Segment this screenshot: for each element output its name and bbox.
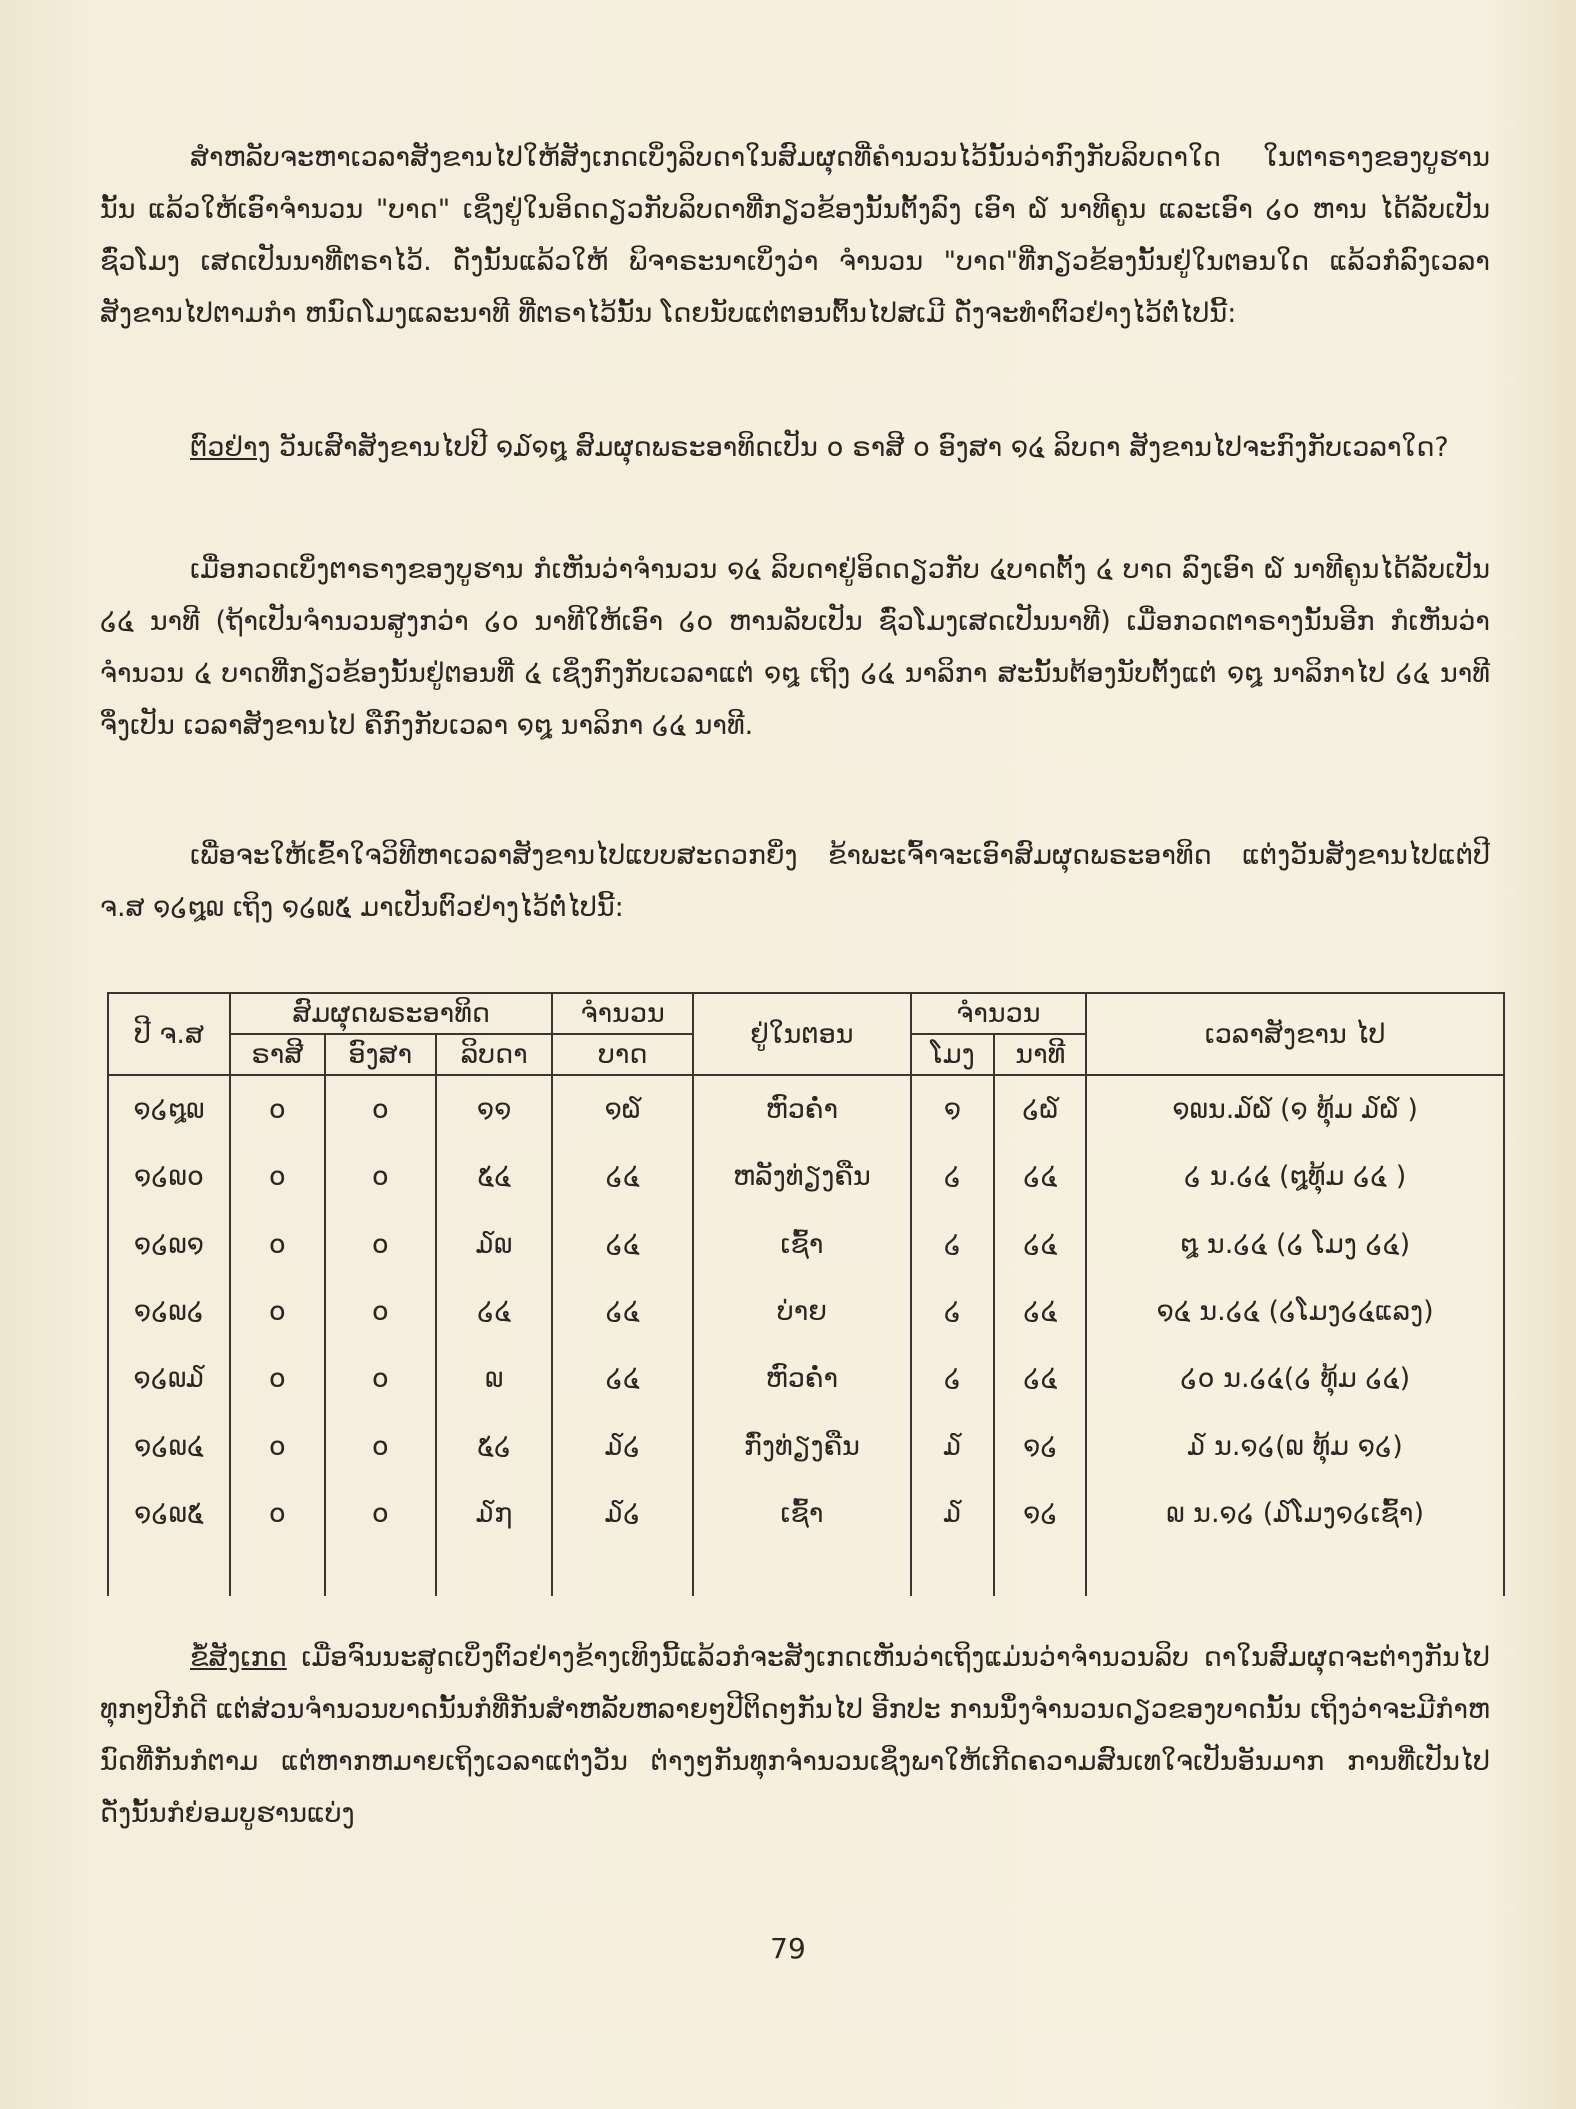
cell-year: ໑໒໙໔ (108, 1412, 230, 1479)
header-ongsa: ອົງສາ (325, 1034, 436, 1075)
cell-rasi: ໐ (230, 1345, 325, 1412)
header-bat: ບາດ (552, 1034, 693, 1075)
page-number: 79 (770, 1932, 806, 1965)
paragraph-observation (100, 1632, 1490, 1840)
cell-time: ໓ ນ.໑໒(໙ ທຸ້ມ ໑໒) (1086, 1412, 1504, 1479)
paragraph-example (100, 422, 1490, 474)
cell-libda: ໓໗ (436, 1480, 552, 1547)
cell-ongsa: ໐ (325, 1211, 436, 1278)
cell-minute: ໒໔ (994, 1211, 1086, 1278)
cell-year: ໑໒໙໕ (108, 1480, 230, 1547)
cell-bat: ໓໒ (552, 1412, 693, 1479)
observation-label: ຂໍ້ສັງເກດ (190, 1642, 287, 1673)
cell-hour: ໓ (911, 1412, 995, 1479)
cell-bat: ໒໔ (552, 1143, 693, 1210)
header-count: ຈຳນວນ (552, 993, 693, 1034)
cell-hour: ໒ (911, 1278, 995, 1345)
header-count2: ຈຳນວນ (911, 993, 1087, 1034)
cell-period: ເຊົ້າ (693, 1211, 911, 1278)
cell-time: ໑໙ນ.໓໖ (໑ ທຸ້ມ ໓໖ ) (1086, 1075, 1504, 1143)
cell-bat: ໒໔ (552, 1278, 693, 1345)
observation-text: ເມື່ອຈົນນະສູດເບິ່ງຕົວຢ່າງຂ້າງເທິງນີ້ແລ້ວກໍຈະສັງເກດເຫັນວ່າເຖິງແມ່ນວ່າຈຳນວນລິບ ດາໃນສົມຜຸດຈະຕ່າງກັນໄປທຸກໆປີກໍດີ ແຕ່ສ່ວນຈຳນວນບາດນັ້ນກໍທີ່ກັນສຳຫລັບຫລາຍໆປີຕິດໆກັນໄປ ອີກປະ ການນຶ່ງຈຳນວນດຽວຂອງບາດນັ້ນ ເຖິງວ່າຈະມີກຳຫນົດທີ່ກັນກໍຕາມ ແຕ່ຫາກຫມາຍເຖິງເວລາແຕ່ງວັນ ຕ່າງໆກັນທຸກຈຳນວນເຊິ່ງພາໃຫ້ເກີດຄວາມສົນເທໃຈເປັນອັນມາກ ການທີ່ເປັນໄປດັ່ງນັ້ນກໍຍ່ອມບູຮານແບ່ງ (100, 1642, 1490, 1829)
cell-time: ໘ ນ.໒໔ (໒ ໂມງ ໒໔) (1086, 1211, 1504, 1278)
example-text: ວັນເສົາສັງຂານໄປປີ ໑໓໑໘ ສົມຜຸດພຣະອາທິດເປັນ ໐ ຣາສີ ໐ ອົງສາ ໑໔ ລິບດາ ສັງຂານໄປຈະກົງກັບເວລາໃດ? (270, 432, 1449, 463)
cell-ongsa: ໐ (325, 1480, 436, 1547)
cell-hour: ໒ (911, 1345, 995, 1412)
cell-ongsa: ໐ (325, 1143, 436, 1210)
table-row (108, 1075, 1504, 1143)
cell-time: ໑໔ ນ.໒໔ (໒ໂມງ໒໔ແລງ) (1086, 1278, 1504, 1345)
cell-period: ຫົວຄ່ຳ (693, 1345, 911, 1412)
header-minute: ນາທີ (994, 1034, 1086, 1075)
paragraph-solution: ເມື່ອກວດເບິ່ງຕາຣາງຂອງບູຮານ ກໍເຫັນວ່າຈຳນວນ ໑໔ ລິບດາຢູ່ອິດດຽວກັບ ໔ບາດຕັ້ງ ໔ ບາດ ລົງເອົາ ໖ ນາທີຄູນໄດ້ລັບເປັນ ໒໔ ນາທີ (ຖ້າເປັນຈຳນວນສູງກວ່າ ໒໐ ນາທີໃຫ້ເອົາ ໒໐ ຫານລັບເປັນ ຊົ່ວໂມງເສດເປັນນາທີ) ເມື່ອກວດຕາຣາງນັ້ນອີກ ກໍເຫັນວ່າຈຳນວນ ໔ ບາດທີ່ກຽວຂ້ອງນັ້ນຢູ່ຕອນທີ່ ໔ ເຊິ່ງກົງກັບເວລາແຕ່ ໑໘ ເຖິງ ໒໔ ນາລິກາ ສະນັ້ນຕ້ອງນັບຕັ້ງແຕ່ ໑໘ ນາລິກາໄປ ໒໔ ນາທີ ຈຶ່ງເປັນ ເວລາສັງຂານໄປ ຄືກົງກັບເວລາ ໑໘ ນາລິກາ ໒໔ ນາທີ. (100, 554, 1499, 741)
header-hour: ໂມງ (911, 1034, 995, 1075)
cell-bat: ໒໔ (552, 1211, 693, 1278)
cell-period: ຫລັງທ່ຽງຄືນ (693, 1143, 911, 1210)
cell-bat: ໓໒ (552, 1480, 693, 1547)
header-libda: ລິບດາ (436, 1034, 552, 1075)
cell-hour: ໒ (911, 1143, 995, 1210)
cell-rasi: ໐ (230, 1278, 325, 1345)
cell-libda: ໒໔ (436, 1278, 552, 1345)
header-in-period: ຢູ່ໃນຕອນ (693, 993, 911, 1075)
cell-period: ເຊົ້າ (693, 1480, 911, 1547)
cell-year: ໑໒໘໙ (108, 1075, 230, 1143)
cell-bat: ໒໔ (552, 1345, 693, 1412)
cell-ongsa: ໐ (325, 1412, 436, 1479)
cell-minute: ໑໒ (994, 1412, 1086, 1479)
table-row (108, 1345, 1504, 1412)
header-time: ເວລາສັງຂານ ໄປ (1086, 993, 1504, 1075)
cell-libda: ໑໑ (436, 1075, 552, 1143)
cell-hour: ໓ (911, 1480, 995, 1547)
sangkhan-time-table (107, 992, 1505, 1596)
cell-period: ບ່າຍ (693, 1278, 911, 1345)
cell-minute: ໒໔ (994, 1345, 1086, 1412)
table-row (108, 1211, 1504, 1278)
cell-minute: ໒໖ (994, 1075, 1086, 1143)
cell-hour: ໒ (911, 1211, 995, 1278)
cell-minute: ໒໔ (994, 1278, 1086, 1345)
cell-libda: ໕໒ (436, 1412, 552, 1479)
table-row (108, 1278, 1504, 1345)
cell-period: ຫົວຄ່ຳ (693, 1075, 911, 1143)
cell-rasi: ໐ (230, 1211, 325, 1278)
cell-time: ໙ ນ.໑໒ (໓ໂມງ໑໒ເຊົ້າ) (1086, 1480, 1504, 1547)
header-year: ປີ ຈ.ສ (108, 993, 230, 1075)
cell-year: ໑໒໙໑ (108, 1211, 230, 1278)
cell-hour: ໑ (911, 1075, 995, 1143)
table-row (108, 1480, 1504, 1547)
header-sun-position: ສົມຜຸດພຣະອາທິດ (230, 993, 552, 1034)
cell-libda: ໙ (436, 1345, 552, 1412)
cell-time: ໒ ນ.໒໔ (໘ທຸ້ມ ໒໔ ) (1086, 1143, 1504, 1210)
cell-rasi: ໐ (230, 1075, 325, 1143)
cell-rasi: ໐ (230, 1143, 325, 1210)
paragraph-method: ສຳຫລັບຈະຫາເວລາສັງຂານໄປໃຫ້ສັງເກດເບິ່ງລິບດາໃນສົມຜຸດທີ່ຄຳນວນໄວ້ນັ້ນວ່າກົງກັບລິບດາໃດ ໃນຕາຣາງຂອງບູຮານນັ້ນ ແລ້ວໃຫ້ເອົາຈຳນວນ "ບາດ" ເຊິ່ງຢູ່ໃນອິດດຽວກັບລິບດາທີ່ກຽວຂ້ອງນັ້ນຕັ້ງລົງ ເອົາ ໖ ນາທີຄູນ ແລະເອົາ ໒໐ ຫານ ໄດ້ລັບເປັນຊົ່ວໂມງ ເສດເປັນນາທີ່ຕຣາໄວ້. ດັ່ງນັ້ນແລ້ວໃຫ້ ພິຈາຣະນາເບິ່ງວ່າ ຈຳນວນ "ບາດ"ທີ່ກຽວຂ້ອງນັ້ນຢູ່ໃນຕອນໃດ ແລ້ວກໍລົງເວລາສັງຂານໄປຕາມກຳ ຫນົດໂມງແລະນາທີ ທີ່ຕຣາໄວ້ນັ້ນ ໂດຍນັບແຕ່ຕອນຕົ້ນໄປສເມີ ດັ່ງຈະທຳຕົວຢ່າງໄວ້ຕໍ່ໄປນີ້: (100, 142, 1490, 329)
table-row (108, 1412, 1504, 1479)
cell-rasi: ໐ (230, 1480, 325, 1547)
header-rasi: ຣາສີ (230, 1034, 325, 1075)
table-spacer-row (108, 1547, 1504, 1596)
cell-libda: ໓໙ (436, 1211, 552, 1278)
cell-ongsa: ໐ (325, 1345, 436, 1412)
example-label: ຕົວຢ່າງ (190, 432, 271, 463)
cell-minute: ໒໔ (994, 1143, 1086, 1210)
cell-ongsa: ໐ (325, 1075, 436, 1143)
cell-bat: ໑໖ (552, 1075, 693, 1143)
cell-libda: ໕໔ (436, 1143, 552, 1210)
cell-period: ກົ່ງທ່ຽງຄືນ (693, 1412, 911, 1479)
cell-year: ໑໒໙໓ (108, 1345, 230, 1412)
cell-rasi: ໐ (230, 1412, 325, 1479)
paragraph-table-intro: ເພື່ອຈະໃຫ້ເຂົ້າໃຈວິທີຫາເວລາສັງຂານໄປແບບສະດວກຍິ່ງ ຂ້າພະເຈົ້າຈະເອົາສົມຜຸດພຣະອາທິດ ແຕ່ງວັນສັງຂານໄປແຕ່ປີ ຈ.ສ ໑໒໘໙ ເຖິງ ໑໒໙໕ ມາເປັນຕົວຢ່າງໄວ້ຕໍ່ໄປນີ້: (100, 840, 1499, 923)
table-row (108, 1143, 1504, 1210)
cell-year: ໑໒໙໒ (108, 1278, 230, 1345)
cell-ongsa: ໐ (325, 1278, 436, 1345)
cell-time: ໒໐ ນ.໒໔(໒ ທຸ້ມ ໒໔) (1086, 1345, 1504, 1412)
cell-year: ໑໒໙໐ (108, 1143, 230, 1210)
cell-minute: ໑໒ (994, 1480, 1086, 1547)
